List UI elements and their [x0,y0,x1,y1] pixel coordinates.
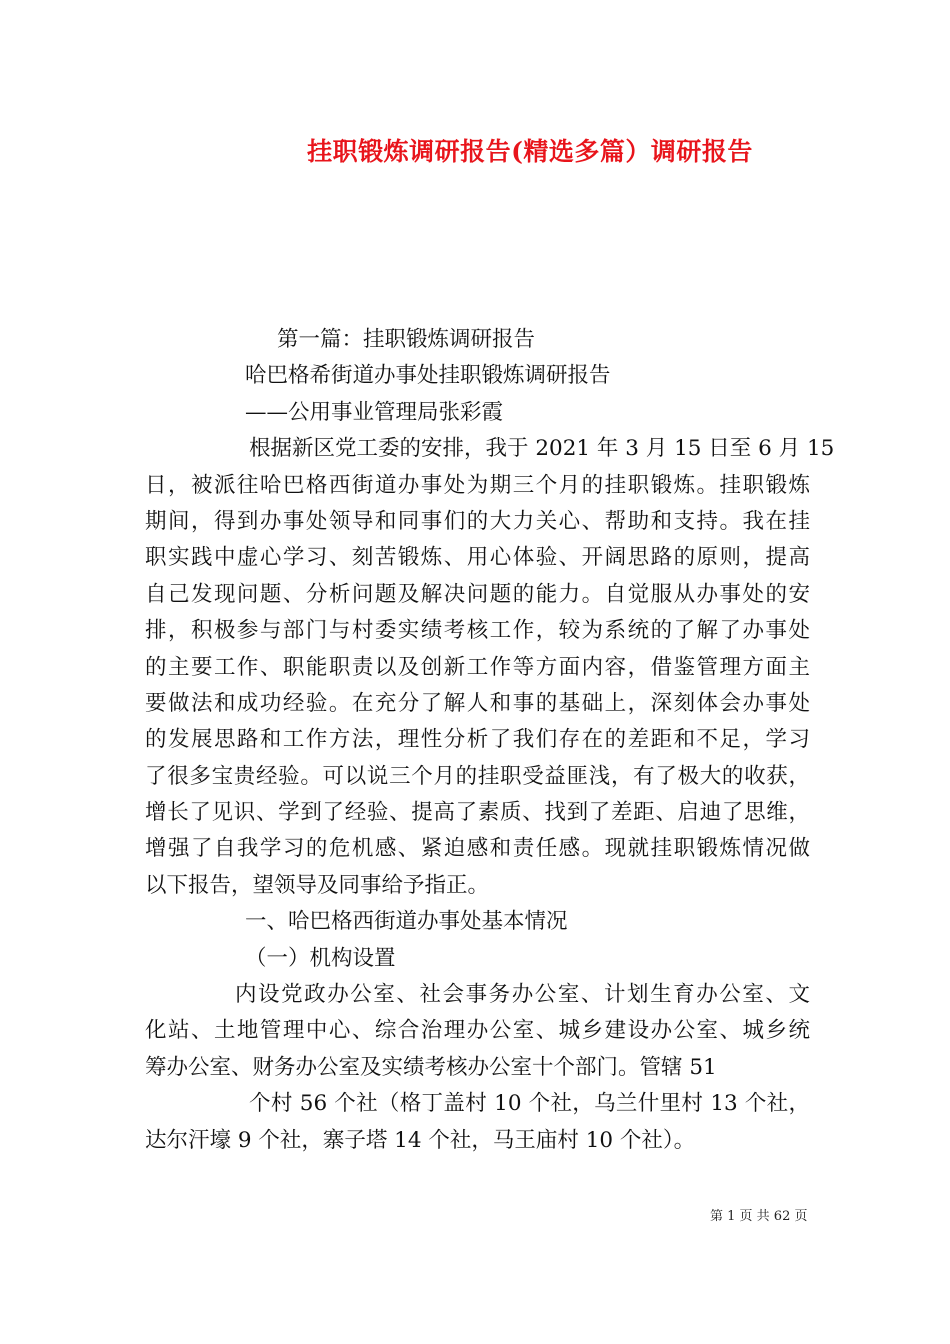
body-line: 了很多宝贵经验。可以说三个月的挂职受益匪浅，有了极大的收获， [145,763,810,789]
body-line: 职实践中虚心学习、刻苦锻炼、用心体验、开阔思路的原则，提高 [145,545,810,571]
body-line: （一）机构设置 [245,945,396,971]
body-line: 一、哈巴格西街道办事处基本情况 [245,909,568,935]
body-line: 个村 56 个社（格丁盖村 10 个社，乌兰什里村 13 个社， [249,1091,810,1117]
body-line: 期间，得到办事处领导和同事们的大力关心、帮助和支持。我在挂 [145,508,810,534]
body-line: 的发展思路和工作方法，理性分析了我们存在的差距和不足，学习 [145,727,810,753]
body-line: 达尔汗壕 9 个社，寨子塔 14 个社，马王庙村 10 个社）。 [145,1127,696,1153]
body-line: 增长了见识、学到了经验、提高了素质、找到了差距、启迪了思维， [145,800,810,826]
page-number-footer: 第 1 页 共 62 页 [710,1209,808,1224]
body-line: 排，积极参与部门与村委实绩考核工作，较为系统的了解了办事处 [145,618,810,644]
body-line: 哈巴格希街道办事处挂职锻炼调研报告 [245,363,611,389]
body-line: 日，被派往哈巴格西街道办事处为期三个月的挂职锻炼。挂职锻炼 [145,472,810,498]
body-line: 第一篇：挂职锻炼调研报告 [277,327,536,352]
body-line: 增强了自我学习的危机感、紧迫感和责任感。现就挂职锻炼情况做 [145,836,810,862]
page-title: 挂职锻炼调研报告(精选多篇）调研报告 [307,137,753,166]
body-line: 要做法和成功经验。在充分了解人和事的基础上，深刻体会办事处 [145,690,810,716]
body-line: 的主要工作、职能职责以及创新工作等方面内容，借鉴管理方面主 [145,654,810,680]
body-line: 筹办公室、财务办公室及实绩考核办公室十个部门。管辖 51 [145,1054,717,1080]
document-body [145,322,835,1159]
body-line: 内设党政办公室、社会事务办公室、计划生育办公室、文 [235,982,810,1008]
body-line: 以下报告，望领导及同事给予指正。 [145,872,490,898]
body-line: 根据新区党工委的安排，我于 2021 年 3 月 15 日至 6 月 15 [249,436,835,462]
body-line: 化站、土地管理中心、综合治理办公室、城乡建设办公室、城乡统 [145,1018,810,1044]
body-line: ——公用事业管理局张彩霞 [245,399,504,425]
body-line: 自己发现问题、分析问题及解决问题的能力。自觉服从办事处的安 [145,581,810,607]
